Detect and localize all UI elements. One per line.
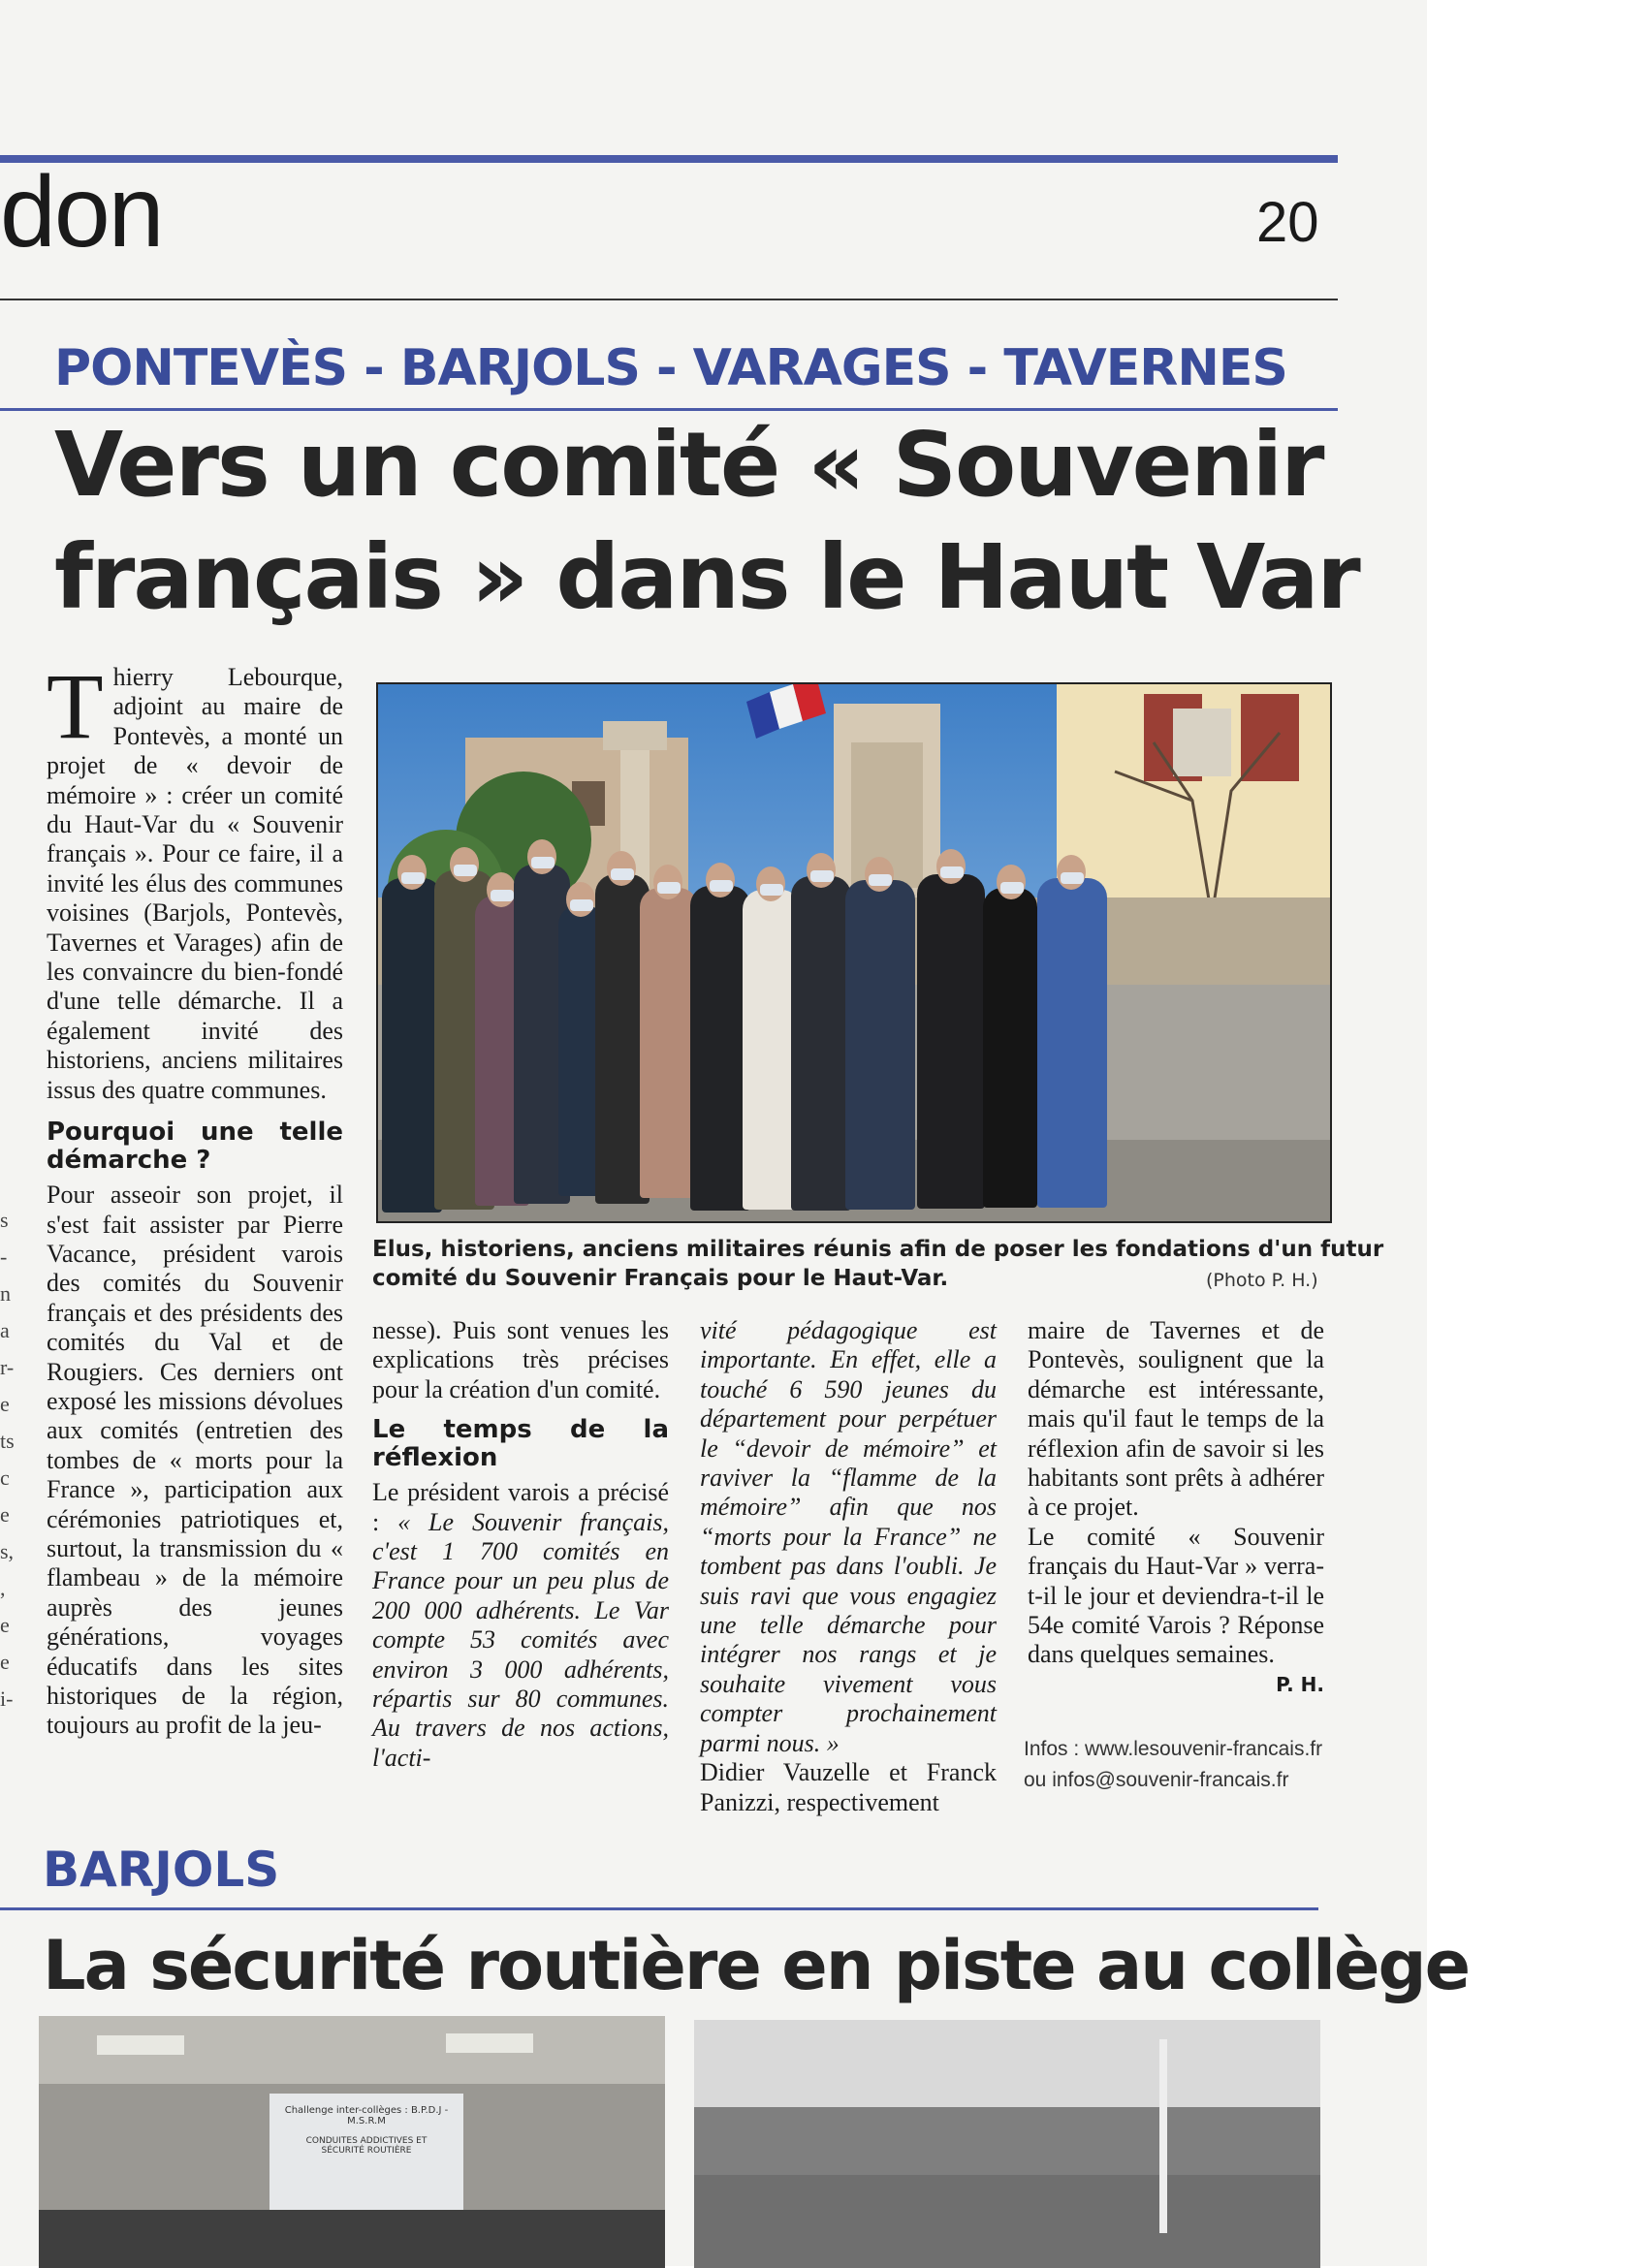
subheading-reflection: Le temps de la réflexion [372, 1415, 669, 1473]
article-headline-line2: français » dans le Haut Var [54, 525, 1359, 629]
article-column-3 [700, 1316, 997, 1817]
article-body-col4b: Le comité « Souvenir français du Haut-Var » verra-t-il le jour et deviendra-t-il le 54e comité Varois ? Réponse dans quelques semaines. [1028, 1522, 1324, 1669]
photo-credit: (Photo P. H.) [1206, 1270, 1318, 1291]
page-number: 20 [1256, 191, 1319, 254]
schoolyard-photo [694, 2020, 1320, 2268]
article-body-col2: nesse). Puis sont venues les explications très précises pour la création d'un comité. [372, 1316, 669, 1403]
article-column-4 [1028, 1316, 1324, 1699]
classroom-photo [39, 2016, 665, 2268]
article2-headline: La sécurité routière en piste au collège [43, 1926, 1470, 2005]
slide-subtitle: CONDUITES ADDICTIVES ET SÉCURITÉ ROUTIÈRE [305, 2136, 428, 2156]
photo-caption-line2: comité du Souvenir Français pour le Haut-Var. [372, 1266, 949, 1291]
article-body-col4a: maire de Tavernes et de Pontevès, soulignent que la démarche est intéressante, mais qu'il faut le temps de la réflexion afin de savoir si les habitants sont prêts à adhérer à ce projet. [1028, 1316, 1324, 1522]
article2-kicker-rule [0, 1907, 1318, 1910]
president-quote-part2: vité pédagogique est importante. En effet, elle a touché 6 590 jeunes du département pour perpétuer le “devoir de mémoire” et raviver la “flamme de la mémoire” afin que nos “morts pour la France” ne tombent pas dans l'oubli. Je suis ravi que vous engagiez une telle démarche pour intégrer nos rangs et je souhaite vivement vous compter prochainement parmi nous. » [700, 1316, 997, 1757]
article-intro: hierry Lebourque, adjoint au maire de Pontevès, a monté un projet de « devoir de mémoire » : créer un comité du Haut-Var du « Souvenir français ». Pour ce faire, il a invité les élus des communes voisines (Barjols, Pontevès, Tavernes et Varages) afin de les convaincre du bien-fondé d'une telle démarche. Il a également invité des historiens, anciens militaires issus des quatre communes. [47, 663, 343, 1104]
slide-title: Challenge inter-collèges : B.P.D.J - M.S.R.M [284, 2105, 449, 2126]
subheading-why: Pourquoi une telle démarche ? [47, 1118, 343, 1176]
article-column-1 [47, 654, 343, 1741]
header-rule [0, 299, 1338, 300]
info-email: ou infos@souvenir-francais.fr [1024, 1769, 1289, 1791]
adjacent-column-fragment: s - n a r- e ts c e s, , e e i- [0, 1208, 15, 1711]
section-name: don [0, 156, 163, 268]
group-photo [376, 682, 1332, 1223]
president-quote-part1: « Le Souvenir français, c'est 1 700 comités en France pour un peu plus de 200 000 adhérents. Le Var compte 53 comités avec environ 3 000 adhérents, répartis sur 80 communes. Au travers de nos actions, l'acti- [372, 1507, 669, 1772]
top-blue-rule [0, 155, 1338, 163]
schoolyard-photo-image [694, 2020, 1320, 2268]
article-body-col3: Didier Vauzelle et Franck Panizzi, respectivement [700, 1758, 997, 1816]
quote-intro: Le président varois a précisé : [372, 1478, 669, 1536]
article-kicker: PONTEVÈS - BARJOLS - VARAGES - TAVERNES [54, 339, 1287, 397]
article-headline-line1: Vers un comité « Souvenir [54, 413, 1323, 517]
drop-cap: T [47, 654, 104, 758]
article2-kicker: BARJOLS [43, 1842, 280, 1898]
article-column-2 [372, 1316, 669, 1773]
photo-caption-line1: Elus, historiens, anciens militaires réunis afin de poser les fondations d'un futur [372, 1237, 1384, 1262]
article-body-col1: Pour asseoir son projet, il s'est fait assister par Pierre Vacance, président varois des comités du Souvenir français et des présidents des comités du Val et de Rougiers. Ces derniers ont exposé les missions dévolues aux comités (entretien des tombes de « morts pour la France », participation aux cérémonies patriotiques et, surtout, la transmission du « flambeau » de la mémoire auprès des jeunes générations, voyages éducatifs dans les sites historiques de la région, toujours au profit de la jeu- [47, 1181, 343, 1740]
info-website: Infos : www.lesouvenir-francais.fr [1024, 1738, 1323, 1760]
author-signature: P. H. [1276, 1672, 1324, 1696]
